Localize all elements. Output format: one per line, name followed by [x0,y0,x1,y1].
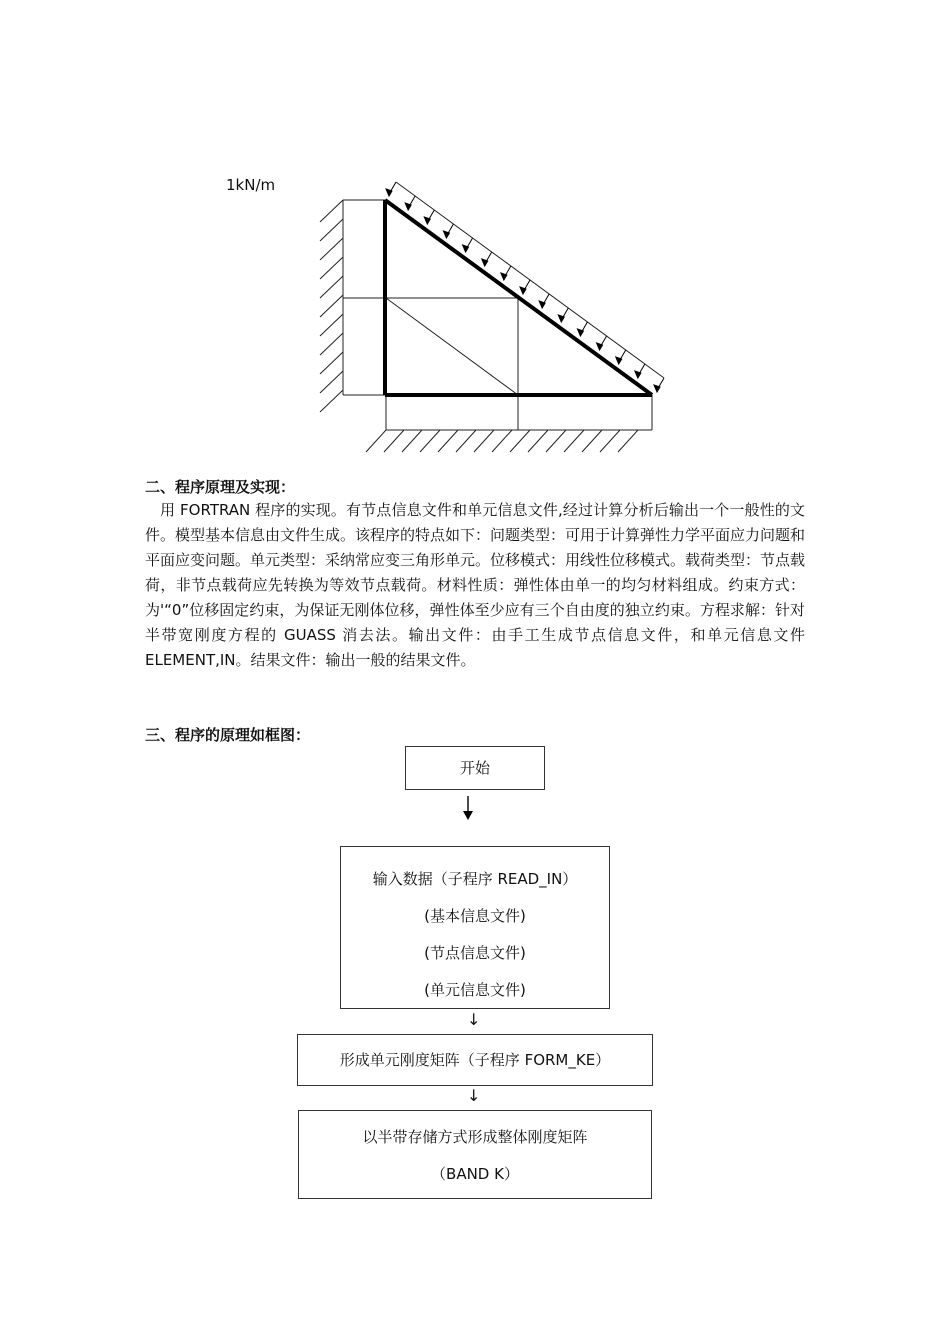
input-line-1: 输入数据（子程序 READ_IN） [372,870,578,888]
left-wall-hatching [320,200,343,412]
section-2-heading: 二、程序原理及实现： [145,478,296,496]
flowchart-band-k-box [298,1110,652,1199]
start-label: 开始 [459,759,490,777]
arrow-start-to-input [460,796,476,822]
band-k-line-1: 以半带存储方式形成整体刚度矩阵 [362,1128,588,1146]
ground-hatching [366,430,652,452]
input-line-2: (基本信息文件) [424,907,526,925]
input-line-4: (单元信息文件) [424,981,526,999]
section-2-paragraph: 用 FORTRAN 程序的实现。有节点信息文件和单元信息文件,经过计算分析后输出一个一般性的文件。模型基本信息由文件生成。该程序的特点如下：问题类型：可用于计算弹性力学平面应力问题和平面应变问题。单元类型：采纳常应变三角形单元。位移模式：用线性位移模式。载荷类型：节点载荷，非节点载荷应先转换为等效节点载荷。材料性质：弹性体由单一的均匀材料组成。约束方式：为'“0”位移固定约束，为保证无刚体位移，弹性体至少应有三个自由度的独立约束。方程求解：针对半带宽刚度方程的 GUASS 消去法。输出文件：由手工生成节点信息文件，和单元信息文件 ELEMENT,IN。结果文件：输出一般的结果文件。 [145,501,806,669]
load-arrows [386,182,664,392]
section-3-heading: 三、程序的原理如框图： [145,726,311,744]
load-label: 1kN/m [226,176,276,194]
band-k-line-2: （BAND K） [431,1165,519,1183]
flowchart-form-ke-box [297,1034,653,1086]
arrow-formke-to-bandk: ↓ [467,1086,481,1105]
truss-figure [300,170,680,460]
form-ke-label: 形成单元刚度矩阵（子程序 FORM_KE） [339,1051,611,1069]
flowchart-input-box [340,846,610,1009]
flowchart-start-box [405,746,545,790]
input-line-3: (节点信息文件) [424,944,526,962]
arrow-input-to-formke: ↓ [467,1010,481,1029]
